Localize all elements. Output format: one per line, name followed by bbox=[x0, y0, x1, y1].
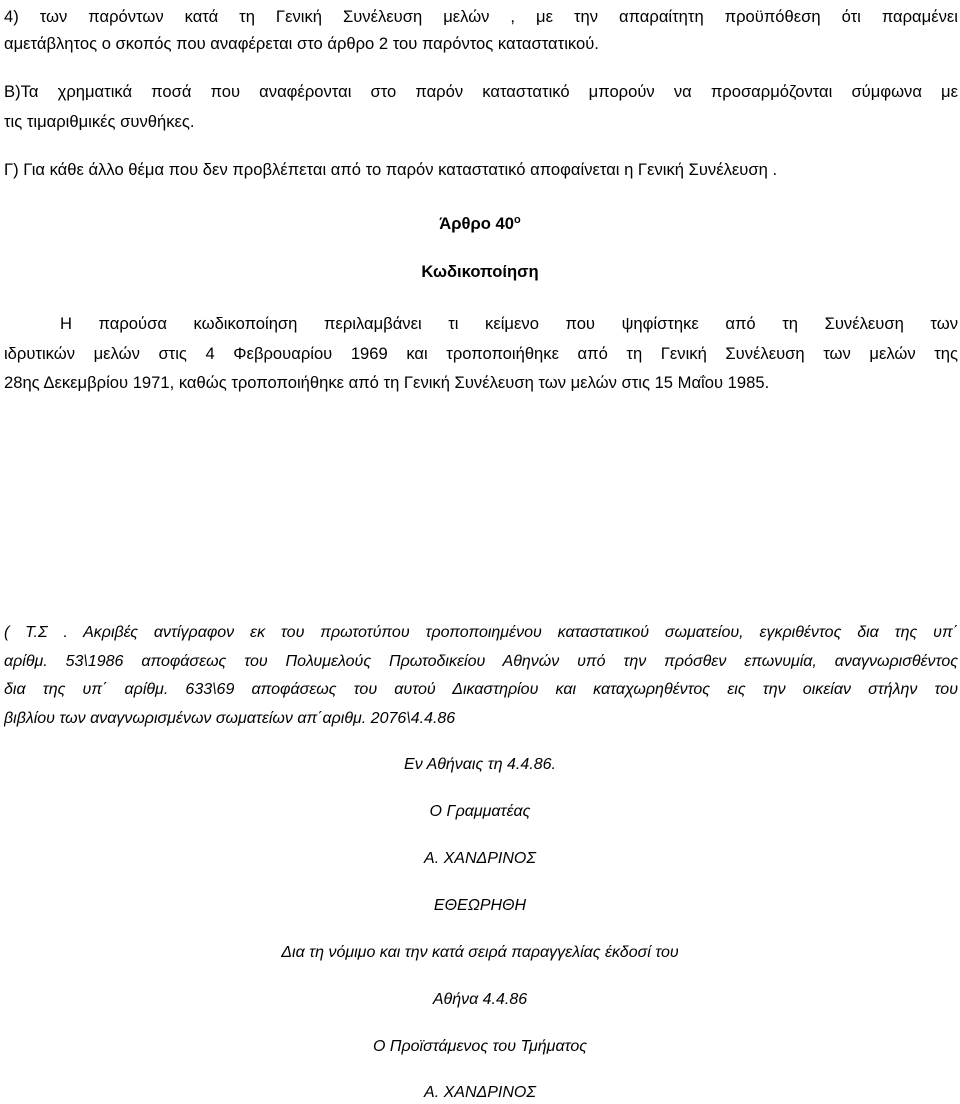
secretary-title: Ο Γραμματέας bbox=[429, 803, 531, 820]
place-date: Εν Αθήναις τη 4.4.86. bbox=[404, 756, 556, 773]
head-name: Α. ΧΑΝΔΡΙΝΟΣ bbox=[424, 1084, 536, 1101]
legality-note: Δια τη νόμιμο και την κατά σειρά παραγγελίας έκδοσί του bbox=[281, 944, 679, 961]
certification-line-3: δια της υπ΄ αρίθμ. 633\69 αποφάσεως του αυτού Δικαστηρίου και καταχωρηθέντος εις την οικείαν στήλην του bbox=[4, 681, 958, 698]
reviewed-stamp-text: ΕΘΕΩΡΗΘΗ bbox=[433, 897, 527, 914]
article-body-line-3: 28ης Δεκεμβρίου 1971, καθώς τροποποιήθηκε από τη Γενική Συνέλευση των μελών στις 15 Μαΐου 1985. bbox=[4, 373, 770, 392]
head-title: Ο Προϊστάμενος του Τμήματος bbox=[372, 1038, 587, 1055]
paragraph-b-line-1: Β)Τα χρηματικά ποσά που αναφέρονται στο παρόν καταστατικό μπορούν να προσαρμόζονται σύμφωνα με bbox=[4, 82, 958, 101]
paragraph-g: Γ) Για κάθε άλλο θέμα που δεν προβλέπεται από το παρόν καταστατικό αποφαίνεται η Γενική Συνέλευση . bbox=[4, 160, 778, 179]
article-title: Κωδικοποίηση bbox=[421, 262, 539, 281]
secretary-name: Α. ΧΑΝΔΡΙΝΟΣ bbox=[424, 850, 536, 867]
article-heading-sup: ο bbox=[513, 214, 521, 226]
article-heading bbox=[0, 214, 960, 234]
paragraph-b-line-2: τις τιμαριθμικές συνθήκες. bbox=[4, 112, 195, 131]
certification-line-2: αρίθμ. 53\1986 αποφάσεως του Πολυμελούς Πρωτοδικείου Αθηνών υπό την πρόσθεν επωνυμία, αναγνωρισθέντος bbox=[4, 653, 958, 670]
certification-line-4: βιβλίου των αναγνωρισμένων σωματείων απ΄αριθμ. 2076\4.4.86 bbox=[4, 710, 456, 727]
article-heading-text: Άρθρο 40 bbox=[439, 214, 514, 233]
article-body-line-1: Η παρούσα κωδικοποίηση περιλαμβάνει τι κείμενο που ψηφίστηκε από τη Συνέλευση των bbox=[60, 314, 958, 333]
city-date: Αθήνα 4.4.86 bbox=[432, 991, 528, 1008]
article-body-line-2: ιδρυτικών μελών στις 4 Φεβρουαρίου 1969 και τροποποιήθηκε από τη Γενική Συνέλευση των μελών της bbox=[4, 344, 958, 363]
paragraph-4-line-1: 4) των παρόντων κατά τη Γενική Συνέλευση μελών , με την απαραίτητη προϋπόθεση ότι παραμένει bbox=[4, 7, 958, 26]
certification-line-1: ( Τ.Σ . Ακριβές αντίγραφον εκ του πρωτοτύπου τροποποιημένου καταστατικού σωματείου, εγκριθέντος δια της υπ΄ bbox=[4, 624, 958, 641]
paragraph-4-line-2: αμετάβλητος ο σκοπός που αναφέρεται στο άρθρο 2 του παρόντος καταστατικού. bbox=[4, 34, 599, 53]
